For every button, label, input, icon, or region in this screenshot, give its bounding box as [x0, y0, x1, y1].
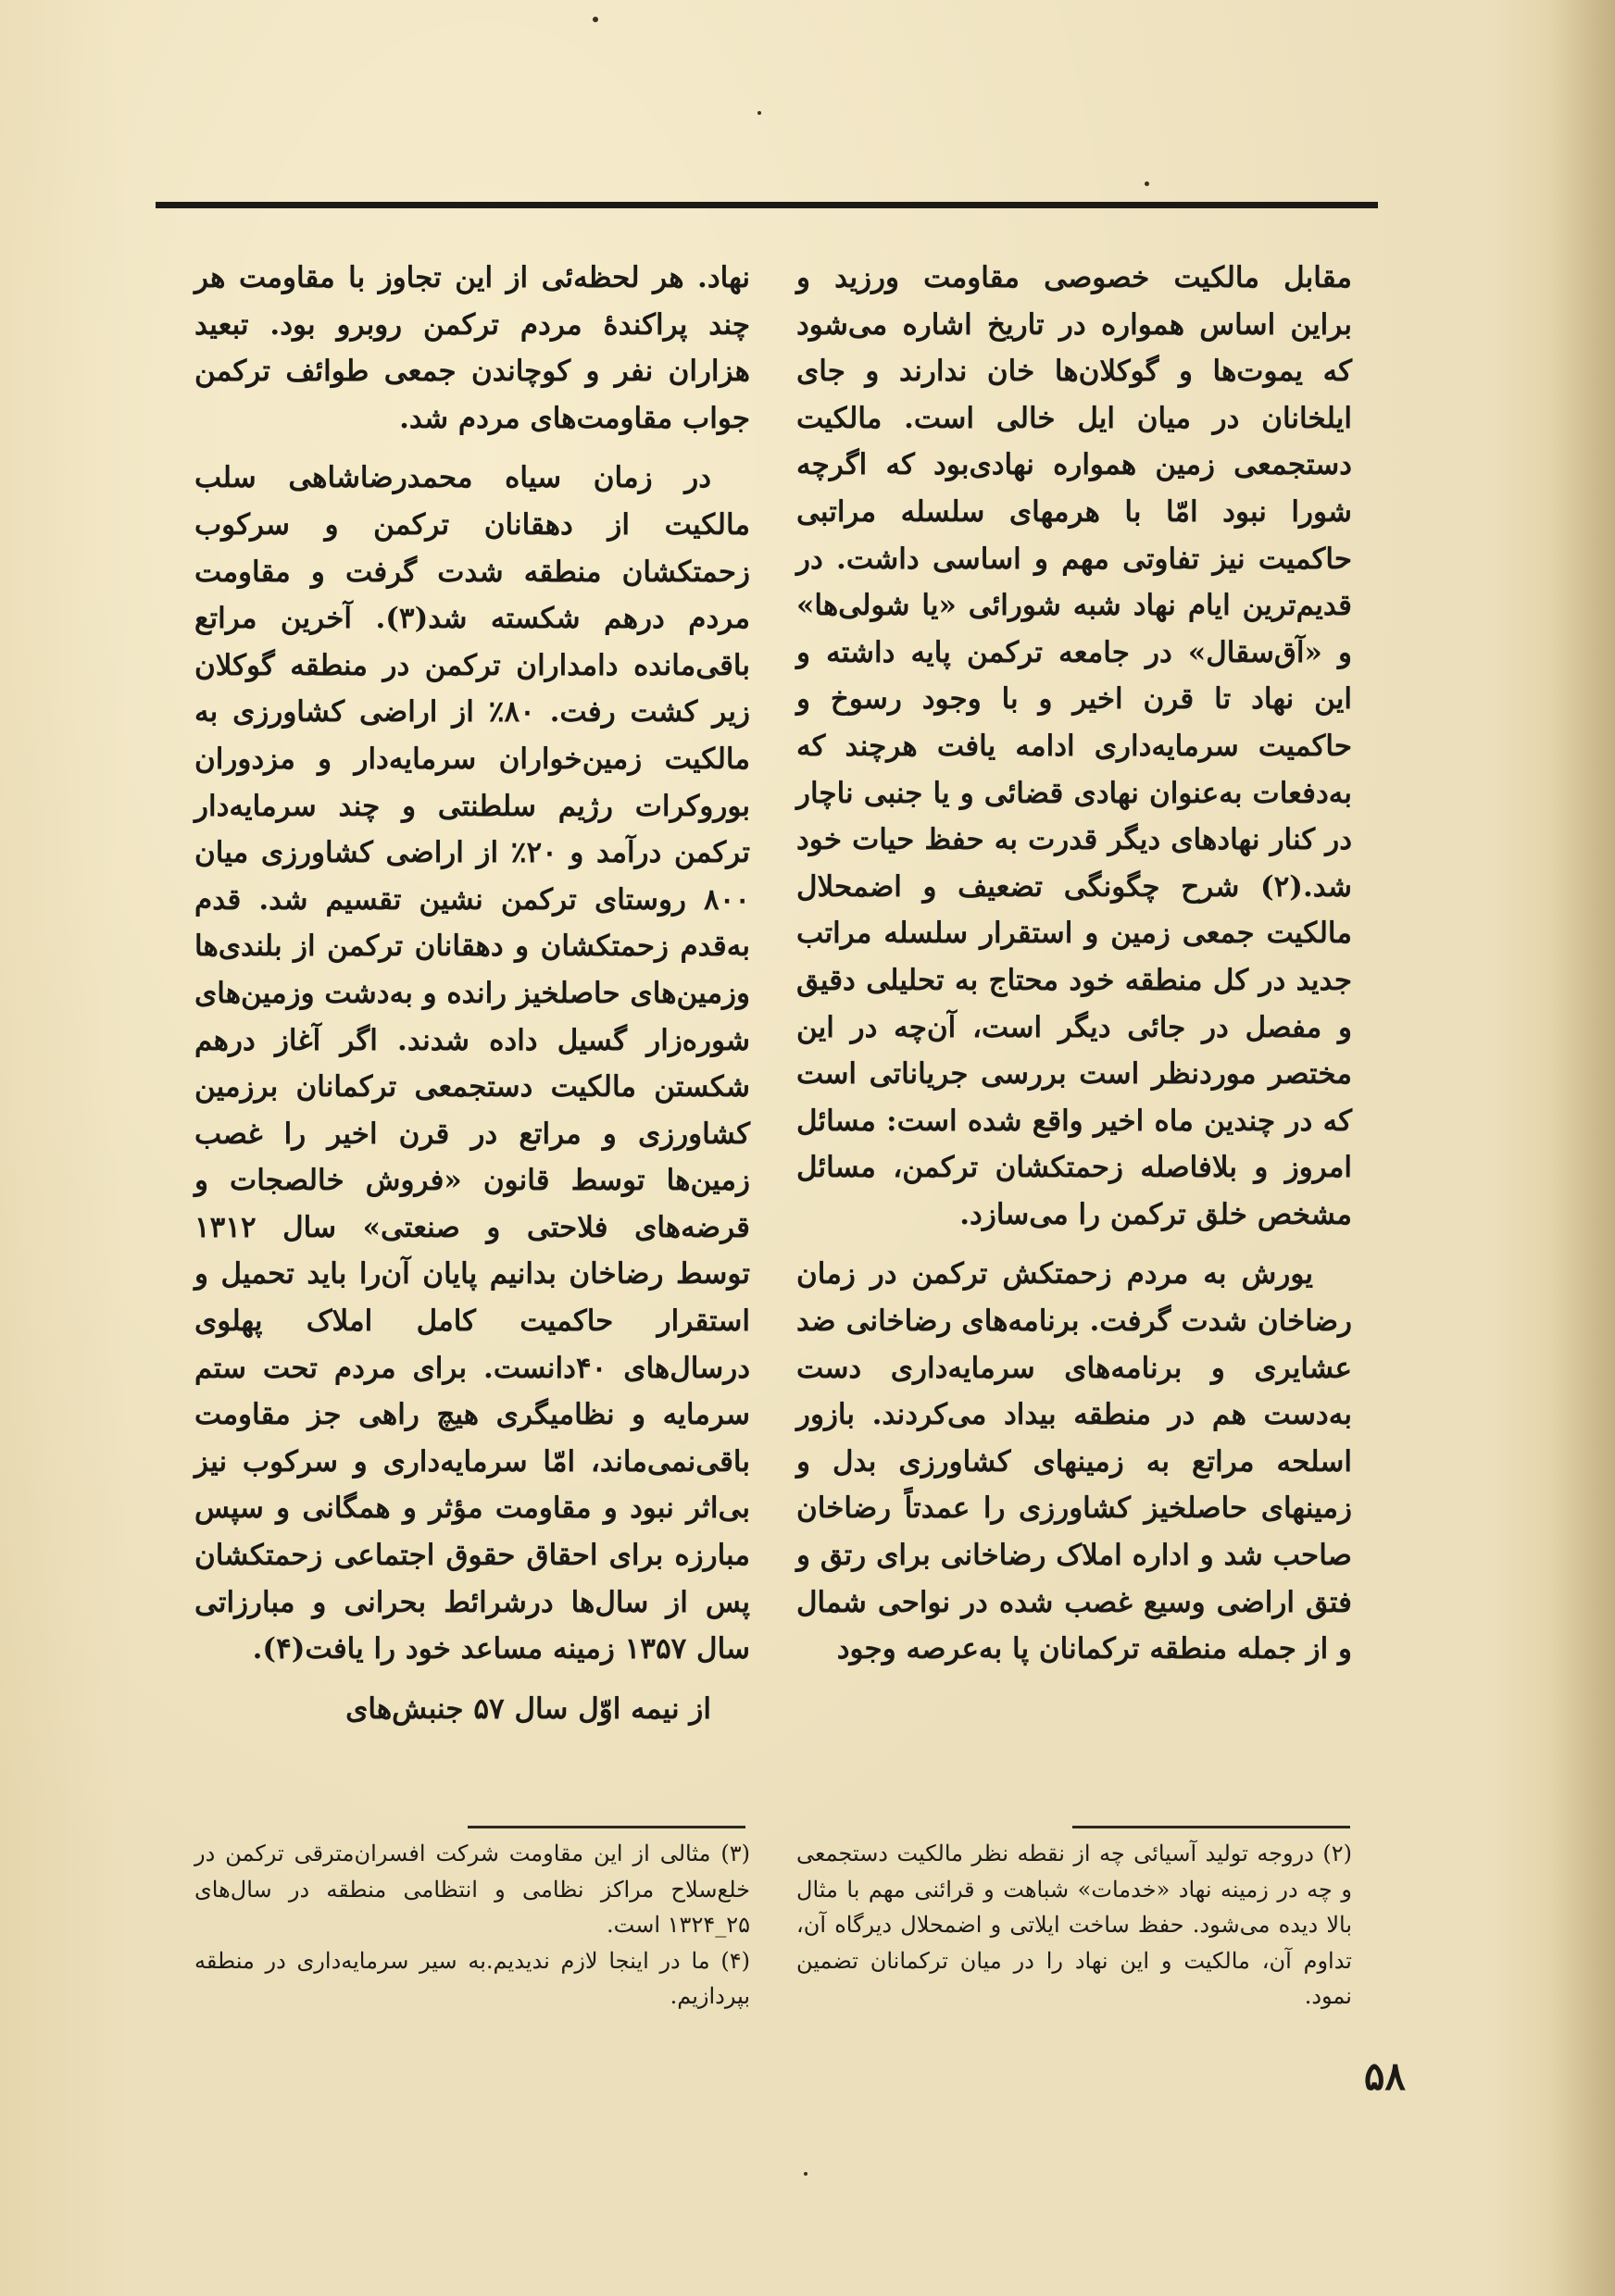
header-rule: [156, 202, 1378, 208]
paragraph: مقابل مالکیت خصوصی مقاومت ورزید و براین اساس همواره در تاریخ اشاره می‌شود که یموت‌ها و گوکلان‌ها خان ندارند و جای ایلخانان در میان ایل خالی است. مالکیت دستجمعی زمین همواره نهادی‌بود که اگرچه شورا نبود امّا با هرمهای سلسله مراتبی حاکمیت نیز تفاوتی مهم و اساسی داشت. در قدیم‌ترین ایام نهاد شبه شورائی «یا شولی‌ها» و «آق‌سقال» در جامعه ترکمن پایه داشته و این نهاد تا قرن اخیر و با وجود رسوخ و حاکمیت سرمایه‌داری ادامه یافت هرچند که به‌دفعات به‌عنوان نهادی قضائی و یا جنبی ناچار در کنار نهادهای دیگر قدرت به حفظ حیات خود شد.(۲) شرح چگونگی تضعیف و اضمحلال مالکیت جمعی زمین و استقرار سلسله مراتب جدید در کل منطقه خود محتاج به تحلیلی دقیق و مفصل در جائی دیگر است، آن‌چه در این مختصر موردنظر است بررسی جریاناتی است که در چندین ماه اخیر واقع شده است: مسائل امروز و بلافاصله زحمتکشان ترکمن، مسائل مشخص خلق ترکمن را می‌سازد.: [796, 261, 1352, 1231]
footnotes-right: [796, 1836, 1352, 2015]
paragraph: از نیمه اوّل سال ۵۷ جنبش‌های: [345, 1691, 711, 1726]
paper-speck: [1145, 181, 1149, 186]
text-column-right: [796, 255, 1352, 1673]
text-column-left: [194, 255, 750, 1732]
paper-speck: [804, 2172, 808, 2176]
footnote-rule-right: [1072, 1826, 1350, 1828]
footnote: (۲) درو‌جه تولید آسیائی چه از نقطه نظر مالکیت دستجمعی و چه در زمینه نهاد «خدمات» شباهت و قرائنی مهم با مثال بالا دیده می‌شود. حفظ ساخت ایلاتی و اضمحلال دیرگاه آن، تداوم آن، مالکیت و این نهاد را در میان ترکمانان تضمین نمود.: [796, 1841, 1352, 2009]
footnote-rule-left: [468, 1826, 745, 1828]
footnote: (۳) مثالی از این مقاومت شرکت افسران‌مترقی ترکمن در خلع‌سلاح مراکز نظامی و انتظامی منطقه در سال‌های ۲۵_۱۳۲۴ است.: [194, 1841, 750, 1938]
paper-speck: [593, 17, 598, 22]
paragraph: در زمان سیاه محمدرضاشاهی سلب مالکیت از دهقانان ترکمن و سرکوب زحمتکشان منطقه شدت گرفت و مقاومت مردم درهم شکسته شد(۳). آخرین مراتع باقی‌مانده دامداران ترکمن در منطقه گوکلان زیر کشت رفت. ۸۰٪ از اراضی کشاورزی به مالکیت زمین‌خواران سرمایه‌دار و مزدوران بوروکرات رژیم سلطنتی و چند سرمایه‌دار ترکمن درآمد و ۲۰٪ از اراضی کشاورزی میان ۸۰۰ روستای ترکمن نشین تقسیم شد. قدم به‌قدم زحمتکشان و دهقانان ترکمن از بلندی‌ها وزمین‌های حاصلخیز رانده و به‌دشت وزمین‌های شوره‌زار گسیل داده شدند. اگر آغاز درهم شکستن مالکیت دستجمعی ترکمانان برزمین کشاورزی و مراتع در قرن اخیر را غصب زمین‌ها توسط قانون «فروش خالصجات و قرضه‌های فلاحتی و صنعتی» سال ۱۳۱۲ توسط رضاخان بدانیم پایان آن‌را باید تحمیل و استقرار حاکمیت کامل املاک پهلوی درسال‌های ۴۰دانست. برای مردم تحت ستم سرمایه و نظامیگری هیچ راهی جز مقاومت باقی‌نمی‌ماند، امّا سرمایه‌داری و سرکوب نیز بی‌اثر نبود و مقاومت مؤثر و همگانی و سپس مبارزه برای احقاق حقوق اجتماعی زحمتکشان پس از سال‌ها درشرائط بحرانی و مبارزاتی سال ۱۳۵۷ زمینه مساعد خود را یافت(۴).: [194, 461, 751, 1666]
binding-shadow: [1550, 0, 1615, 2296]
page-number: ۵۸: [1363, 2053, 1406, 2099]
paragraph: نهاد. هر لحظه‌ئی از این تجاوز با مقاومت هر چند پراکندهٔ مردم ترکمن روبرو بود. تبعید هزاران نفر و کوچاندن جمعی طوائف ترکمن جواب مقاومت‌های مردم شد.: [194, 261, 750, 435]
paper-speck: [757, 111, 761, 115]
footnotes-left: [194, 1836, 750, 2015]
footnote: (۴) ما در اینجا لازم ندیدیم.به سیر سرمایه‌داری در منطقه بپردازیم.: [194, 1947, 750, 2009]
paragraph: یورش به مردم زحمتکش ترکمن در زمان رضاخان شدت گرفت. برنامه‌های رضاخانی ضد عشایری و برنامه‌های سرمایه‌داری دست به‌دست هم در منطقه بیداد می‌کردند. بازور اسلحه مراتع به زمینهای کشاورزی بدل و زمینهای حاصلخیز کشاورزی را عمدتاً رضاخان صاحب شد و اداره املاک رضاخانی برای رتق و فتق اراضی وسیع غصب شده در نواحی شمال و از جمله منطقه ترکمانان پا به‌عرصه وجود: [796, 1257, 1352, 1666]
